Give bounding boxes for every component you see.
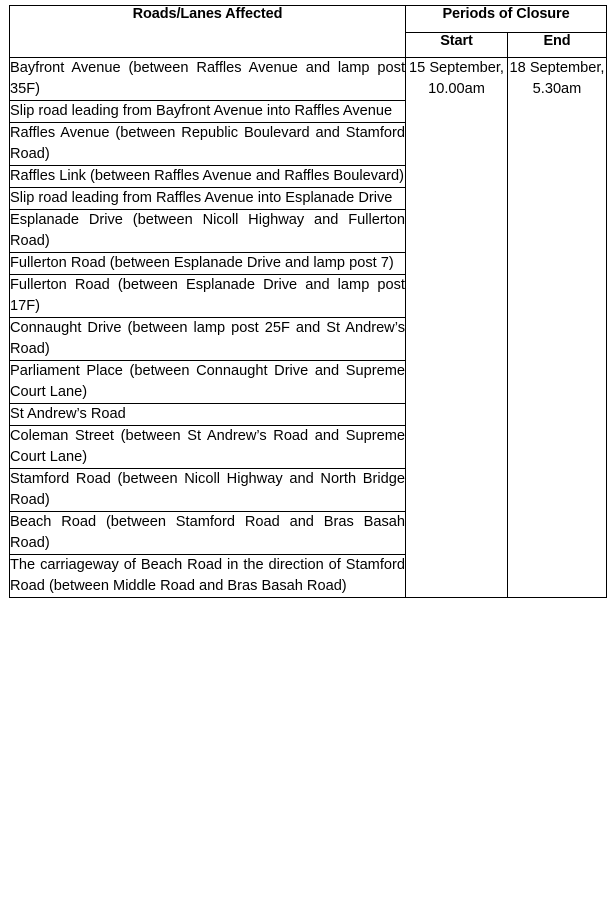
cell-road-affected xyxy=(10,101,406,123)
road-name-text: Slip road leading from Raffles Avenue into Esplanade Drive xyxy=(10,190,393,206)
road-name-text: Slip road leading from Bayfront Avenue into Raffles Avenue xyxy=(10,103,393,119)
cell-road-affected xyxy=(10,361,406,404)
column-header-periods-of-closure: Periods of Closure xyxy=(406,6,607,33)
road-name-text: Esplanade Drive (between Nicoll Highway and Fullerton Road) xyxy=(10,212,405,249)
column-header-roads-lanes-affected: Roads/Lanes Affected xyxy=(10,6,406,58)
cell-road-affected xyxy=(10,58,406,101)
road-name-text: Bayfront Avenue (between Raffles Avenue and lamp post 35F) xyxy=(10,60,405,97)
cell-road-affected xyxy=(10,188,406,210)
road-name-text: Raffles Avenue (between Republic Boulevard and Stamford Road) xyxy=(10,125,405,162)
column-header-end: End xyxy=(508,33,607,58)
header-row-primary xyxy=(10,6,607,33)
table-body xyxy=(10,58,607,598)
road-name-text: St Andrew’s Road xyxy=(10,406,126,422)
road-name-text: Raffles Link (between Raffles Avenue and Raffles Boulevard) xyxy=(10,168,405,184)
cell-road-affected xyxy=(10,318,406,361)
road-name-text: Fullerton Road (between Esplanade Drive and lamp post 7) xyxy=(10,255,394,271)
cell-road-affected xyxy=(10,426,406,469)
table-header xyxy=(10,6,607,58)
cell-road-affected xyxy=(10,210,406,253)
cell-closure-end: 18 September, 5.30am xyxy=(508,58,607,598)
cell-road-affected xyxy=(10,253,406,275)
road-name-text: Beach Road (between Stamford Road and Bras Basah Road) xyxy=(10,514,405,551)
cell-road-affected xyxy=(10,512,406,555)
cell-road-affected xyxy=(10,123,406,166)
cell-closure-start: 15 September, 10.00am xyxy=(406,58,508,598)
road-name-text: Fullerton Road (between Esplanade Drive and lamp post 17F) xyxy=(10,277,405,314)
road-name-text: The carriageway of Beach Road in the direction of Stamford Road (between Middle Road and Bras Basah Road) xyxy=(10,557,405,594)
cell-road-affected xyxy=(10,469,406,512)
cell-road-affected xyxy=(10,166,406,188)
road-name-text: Coleman Street (between St Andrew’s Road and Supreme Court Lane) xyxy=(10,428,405,465)
road-closure-table xyxy=(9,5,607,598)
cell-road-affected xyxy=(10,275,406,318)
cell-road-affected xyxy=(10,404,406,426)
road-name-text: Stamford Road (between Nicoll Highway and North Bridge Road) xyxy=(10,471,405,508)
cell-road-affected xyxy=(10,555,406,598)
road-name-text: Parliament Place (between Connaught Drive and Supreme Court Lane) xyxy=(10,363,405,400)
road-name-text: Connaught Drive (between lamp post 25F and St Andrew’s Road) xyxy=(10,320,405,357)
table-row xyxy=(10,58,607,101)
column-header-start: Start xyxy=(406,33,508,58)
